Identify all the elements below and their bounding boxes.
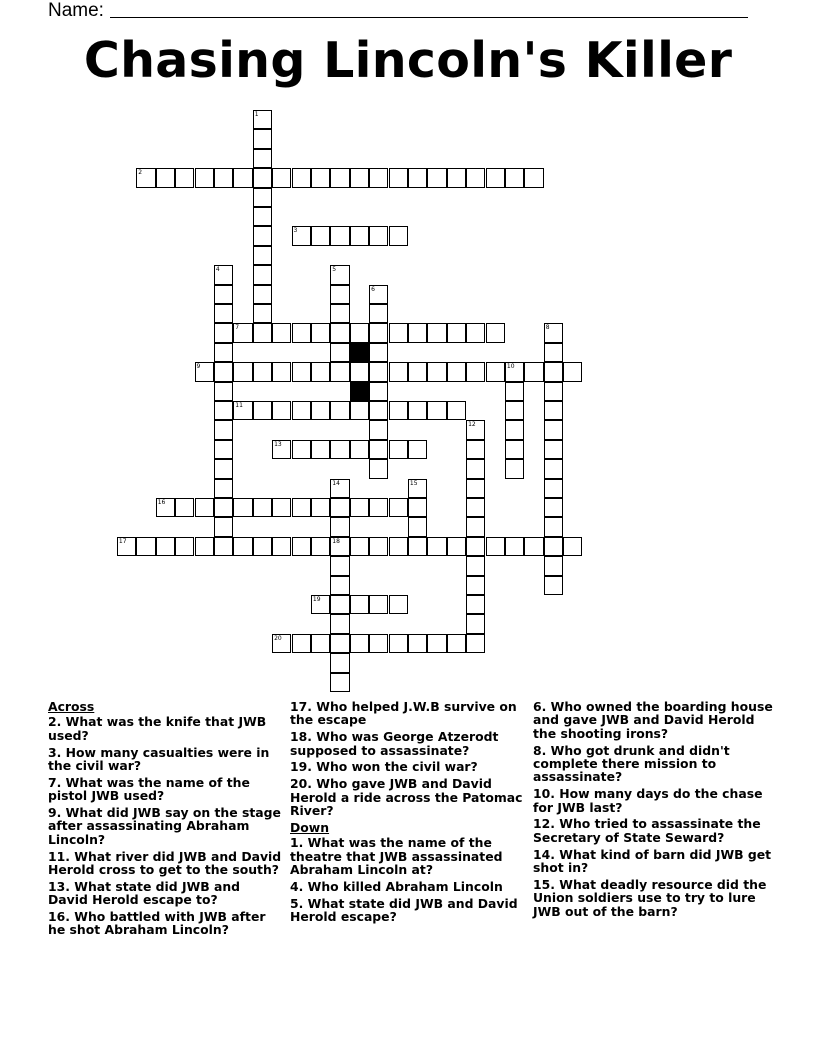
grid-cell[interactable] [233,323,252,342]
grid-cell[interactable] [447,323,466,342]
grid-cell[interactable] [136,168,155,187]
grid-cell[interactable] [253,362,272,381]
grid-cell[interactable] [389,168,408,187]
grid-cell[interactable] [233,537,252,556]
grid-cell[interactable] [272,401,291,420]
grid-cell[interactable] [233,401,252,420]
grid-cell[interactable] [195,498,214,517]
grid-cell[interactable] [544,323,563,342]
grid-cell[interactable] [156,537,175,556]
grid-cell[interactable] [330,285,349,304]
grid-cell[interactable] [175,168,194,187]
grid-cell[interactable] [544,576,563,595]
grid-cell[interactable] [175,537,194,556]
grid-cell[interactable] [330,401,349,420]
grid-cell[interactable] [253,110,272,129]
grid-cell[interactable] [292,537,311,556]
grid-cell[interactable] [330,556,349,575]
clue-number: 12 [468,421,476,429]
grid-cell[interactable] [311,168,330,187]
clue-down-12: 12. Who tried to assassinate the Secretary of State Seward? [533,816,761,845]
clue-across-9: 9. What did JWB say on the stage after assassinating Abraham Lincoln? [48,805,281,847]
clue-across-13: 13. What state did JWB and David Herold escape to? [48,878,241,908]
clue-across-2: 2. What was the knife that JWB used? [48,714,267,743]
grid-cell[interactable] [427,362,446,381]
grid-cell[interactable] [272,440,291,459]
grid-cell[interactable] [214,440,233,459]
grid-cell[interactable] [311,537,330,556]
grid-cell[interactable] [292,168,311,187]
grid-cell[interactable] [311,634,330,653]
grid-cell[interactable] [466,634,485,653]
grid-cell[interactable] [330,265,349,284]
grid-cell[interactable] [544,556,563,575]
clue-number: 15 [409,479,418,487]
grid-cell[interactable] [156,498,175,517]
grid-cell[interactable] [369,285,388,304]
grid-cell[interactable] [389,362,408,381]
grid-cell[interactable] [447,401,466,420]
grid-cell[interactable] [350,498,369,517]
grid-cell[interactable] [292,226,311,245]
clue-number: 8 [545,324,550,332]
grid-cell[interactable] [505,382,524,401]
grid-cell[interactable] [311,498,330,517]
grid-cell[interactable] [195,362,214,381]
grid-cell[interactable] [447,362,466,381]
down-heading: Down [290,819,330,835]
grid-cell[interactable] [350,440,369,459]
grid-cell[interactable] [524,362,543,381]
grid-cell[interactable] [195,537,214,556]
clue-number: 17 [118,537,127,545]
grid-cell[interactable] [466,459,485,478]
clue-number: 5 [332,266,337,274]
grid-cell[interactable] [544,420,563,439]
grid-cell[interactable] [330,323,349,342]
grid-cell[interactable] [466,556,485,575]
grid-cell[interactable] [389,401,408,420]
grid-cell[interactable] [466,420,485,439]
puzzle-title: Chasing Lincoln's Killer [83,32,733,89]
clue-down-5: 5. What state did JWB and David Herold escape? [290,895,518,925]
black-cell [350,382,369,401]
clue-down-8: 8. Who got drunk and didn't complete there mission to assassinate? [533,742,730,785]
grid-cell[interactable] [272,537,291,556]
grid-cell[interactable] [505,440,524,459]
grid-cell[interactable] [408,168,427,187]
grid-cell[interactable] [195,168,214,187]
grid-cell[interactable] [350,634,369,653]
clue-number: 1 [254,111,259,118]
grid-cell[interactable] [292,362,311,381]
grid-cell[interactable] [272,362,291,381]
clue-number: 19 [312,596,321,603]
grid-cell[interactable] [544,517,563,536]
grid-cell[interactable] [214,168,233,187]
grid-cell[interactable] [369,168,388,187]
grid-cell[interactable] [214,420,233,439]
grid-cell[interactable] [253,168,272,187]
grid-cell[interactable] [369,323,388,342]
name-label: Name: [48,0,104,21]
grid-cell[interactable] [117,537,136,556]
grid-cell[interactable] [447,168,466,187]
grid-cell[interactable] [233,498,252,517]
grid-cell[interactable] [330,537,349,556]
clue-number: 10 [506,363,515,371]
grid-cell[interactable] [311,440,330,459]
grid-cell[interactable] [486,168,505,187]
grid-cell[interactable] [408,362,427,381]
grid-cell[interactable] [466,323,485,342]
grid-cell[interactable] [427,401,446,420]
grid-cell[interactable] [214,265,233,284]
grid-cell[interactable] [330,498,349,517]
grid-cell[interactable] [330,440,349,459]
clue-down-6: 6. Who owned the boarding house and gave JWB and David Herold the shooting irons? [533,699,773,741]
grid-cell[interactable] [350,168,369,187]
grid-cell[interactable] [350,323,369,342]
grid-cell[interactable] [330,479,349,498]
clue-down-10: 10. How many days do the chase for JWB last? [533,786,763,815]
grid-cell[interactable] [389,595,408,614]
grid-cell[interactable] [466,362,485,381]
grid-cell[interactable] [369,440,388,459]
grid-cell[interactable] [330,595,349,614]
grid-cell[interactable] [253,323,272,342]
grid-cell[interactable] [330,576,349,595]
clue-down-1: 1. What was the name of the theatre that JWB assassinated Abraham Lincoln at? [290,835,503,878]
grid-cell[interactable] [486,362,505,381]
grid-cell[interactable] [214,362,233,381]
grid-cell[interactable] [389,440,408,459]
grid-cell[interactable] [253,188,272,207]
grid-cell[interactable] [524,537,543,556]
grid-cell[interactable] [214,459,233,478]
black-cell [350,343,369,362]
grid-cell[interactable] [330,168,349,187]
grid-cell[interactable] [369,634,388,653]
grid-cell[interactable] [369,459,388,478]
grid-cell[interactable] [311,401,330,420]
clue-down-4: 4. Who killed Abraham Lincoln [290,878,503,894]
clue-number: 16 [157,499,166,506]
grid-cell[interactable] [505,459,524,478]
grid-cell[interactable] [408,634,427,653]
grid-cell[interactable] [408,401,427,420]
grid-cell[interactable] [330,614,349,633]
grid-cell[interactable] [292,323,311,342]
grid-cell[interactable] [136,537,155,556]
clue-number: 3 [293,227,298,235]
grid-cell[interactable] [350,362,369,381]
grid-cell[interactable] [544,537,563,556]
grid-cell[interactable] [447,537,466,556]
grid-cell[interactable] [389,537,408,556]
grid-cell[interactable] [369,382,388,401]
grid-cell[interactable] [292,634,311,653]
grid-cell[interactable] [350,401,369,420]
grid-cell[interactable] [466,595,485,614]
grid-cell[interactable] [330,304,349,323]
grid-cell[interactable] [253,246,272,265]
grid-cell[interactable] [369,226,388,245]
grid-cell[interactable] [330,226,349,245]
grid-cell[interactable] [544,382,563,401]
clue-down-15: 15. What deadly resource did the Union soldiers use to try to lure JWB out of the barn? [533,876,767,919]
grid-cell[interactable] [350,226,369,245]
grid-cell[interactable] [272,498,291,517]
grid-cell[interactable] [408,323,427,342]
grid-cell[interactable] [214,401,233,420]
grid-cell[interactable] [408,498,427,517]
grid-cell[interactable] [253,304,272,323]
grid-cell[interactable] [466,479,485,498]
grid-cell[interactable] [292,440,311,459]
grid-cell[interactable] [427,323,446,342]
grid-cell[interactable] [408,479,427,498]
grid-cell[interactable] [350,595,369,614]
grid-cell[interactable] [389,634,408,653]
clue-number: 18 [332,537,340,545]
clue-number: 11 [235,402,243,409]
grid-cell[interactable] [156,168,175,187]
grid-cell[interactable] [330,673,349,692]
grid-cell[interactable] [408,537,427,556]
grid-cell[interactable] [427,634,446,653]
grid-cell[interactable] [466,517,485,536]
grid-cell[interactable] [369,343,388,362]
grid-cell[interactable] [350,537,369,556]
grid-cell[interactable] [427,537,446,556]
grid-cell[interactable] [292,401,311,420]
grid-cell[interactable] [214,537,233,556]
grid-cell[interactable] [311,595,330,614]
grid-cell[interactable] [466,498,485,517]
grid-cell[interactable] [505,420,524,439]
grid-cell[interactable] [408,517,427,536]
grid-cell[interactable] [389,498,408,517]
grid-cell[interactable] [272,323,291,342]
grid-cell[interactable] [486,323,505,342]
grid-cell[interactable] [272,168,291,187]
grid-cell[interactable] [369,537,388,556]
grid-cell[interactable] [466,440,485,459]
grid-cell[interactable] [524,168,543,187]
clue-across-19: 19. Who won the civil war? [290,759,478,775]
grid-cell[interactable] [544,440,563,459]
grid-cell[interactable] [408,440,427,459]
grid-cell[interactable] [369,420,388,439]
clue-number: 7 [235,324,240,332]
grid-cell[interactable] [292,498,311,517]
grid-cell[interactable] [253,226,272,245]
grid-cell[interactable] [563,537,582,556]
grid-cell[interactable] [505,362,524,381]
clue-across-17: 17. Who helped J.W.B survive on the escape [290,699,517,728]
grid-cell[interactable] [427,168,446,187]
across-heading: Across [48,699,95,714]
grid-cell[interactable] [389,226,408,245]
grid-cell[interactable] [214,343,233,362]
grid-cell[interactable] [505,168,524,187]
grid-cell[interactable] [272,634,291,653]
grid-cell[interactable] [175,498,194,517]
grid-cell[interactable] [311,362,330,381]
grid-cell[interactable] [505,537,524,556]
grid-cell[interactable] [214,323,233,342]
clue-number: 13 [274,440,282,448]
grid-cell[interactable] [330,362,349,381]
grid-cell[interactable] [369,595,388,614]
grid-cell[interactable] [311,226,330,245]
grid-cell[interactable] [214,382,233,401]
grid-cell[interactable] [544,343,563,362]
grid-cell[interactable] [544,498,563,517]
clue-across-11: 11. What river did JWB and David Herold cross to get to the south? [48,848,282,878]
grid-cell[interactable] [214,517,233,536]
grid-cell[interactable] [214,498,233,517]
clue-across-16: 16. Who battled with JWB after he shot Abraham Lincoln? [48,909,266,938]
grid-cell[interactable] [214,479,233,498]
clues-column-3 [533,700,773,921]
grid-cell[interactable] [369,401,388,420]
grid-cell[interactable] [253,498,272,517]
grid-cell[interactable] [466,614,485,633]
grid-cell[interactable] [330,343,349,362]
clue-number: 20 [274,634,282,642]
grid-cell[interactable] [466,576,485,595]
clues-column-1 [48,700,284,940]
clue-across-20: 20. Who gave JWB and David Herold a ride across the Patomac River? [290,776,523,819]
clue-number: 6 [371,285,375,293]
clue-down-14: 14. What kind of barn did JWB get shot in? [533,846,772,876]
grid-cell[interactable] [253,149,272,168]
clue-number: 2 [138,169,143,177]
grid-cell[interactable] [330,653,349,672]
grid-cell[interactable] [544,459,563,478]
grid-cell[interactable] [233,168,252,187]
grid-cell[interactable] [369,498,388,517]
grid-cell[interactable] [389,323,408,342]
grid-cell[interactable] [466,537,485,556]
grid-cell[interactable] [505,401,524,420]
grid-cell[interactable] [253,265,272,284]
grid-cell[interactable] [253,129,272,148]
grid-cell[interactable] [563,362,582,381]
grid-cell[interactable] [330,517,349,536]
clue-number: 14 [332,479,340,487]
grid-cell[interactable] [253,537,272,556]
grid-cell[interactable] [330,634,349,653]
grid-cell[interactable] [466,168,485,187]
grid-cell[interactable] [311,323,330,342]
clue-number: 9 [196,363,201,371]
grid-cell[interactable] [369,362,388,381]
grid-cell[interactable] [369,304,388,323]
clue-across-18: 18. Who was George Atzerodt supposed to assassinate? [290,729,499,758]
grid-cell[interactable] [447,634,466,653]
grid-cell[interactable] [233,362,252,381]
grid-cell[interactable] [544,401,563,420]
clue-number: 4 [215,266,220,274]
grid-cell[interactable] [253,401,272,420]
grid-cell[interactable] [544,362,563,381]
grid-cell[interactable] [214,285,233,304]
clue-across-3: 3. How many casualties were in the civil war? [48,744,270,774]
grid-cell[interactable] [486,537,505,556]
clue-across-7: 7. What was the name of the pistol JWB used? [48,774,250,804]
grid-cell[interactable] [544,479,563,498]
grid-cell[interactable] [214,304,233,323]
clues-column-2 [290,700,526,927]
grid-cell[interactable] [253,207,272,226]
grid-cell[interactable] [253,285,272,304]
